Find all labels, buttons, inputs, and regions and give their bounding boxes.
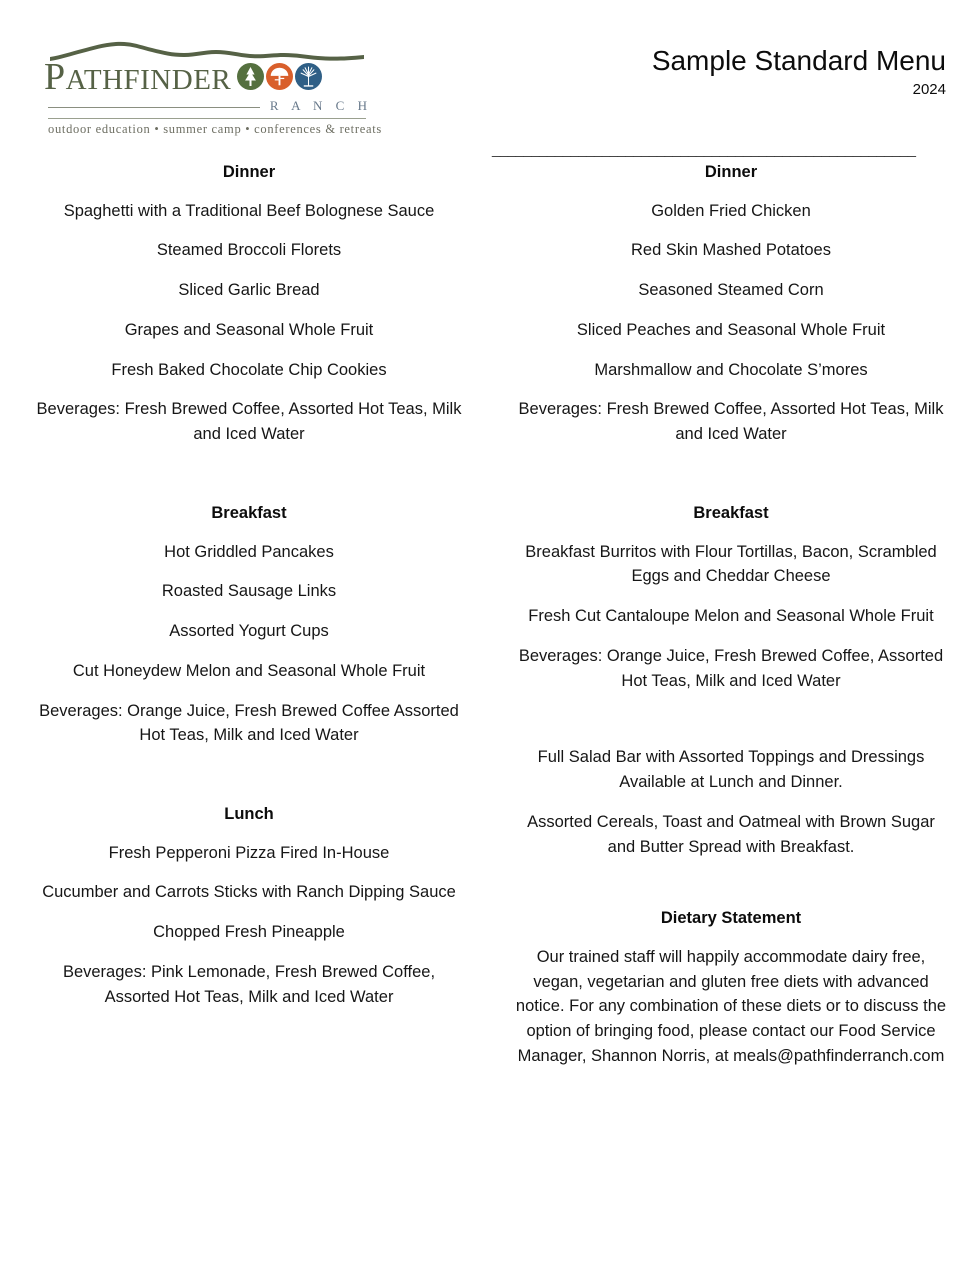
spacer <box>32 447 466 503</box>
section-heading-breakfast: Breakfast <box>693 503 769 522</box>
page-header <box>32 0 948 158</box>
dietary-statement-body: Our trained staff will happily accommodate dairy free, vegan, vegetarian and gluten free diets with advanced notice. For any combination of these diets or to discuss the option of bringing food, please contact our Food Service Manager, Shannon Norris, at meals@pathfinderranch.com <box>515 947 947 1065</box>
menu-item: Roasted Sausage Links <box>161 582 337 601</box>
menu-item: Cucumber and Carrots Sticks with Ranch Dipping Sauce <box>42 883 456 902</box>
menu-columns <box>32 162 948 1069</box>
logo-circle-icons <box>237 63 322 90</box>
menu-item: Cut Honeydew Melon and Seasonal Whole Fruit <box>72 661 426 680</box>
pine-tree-circle-icon <box>237 63 264 90</box>
spacer <box>514 874 948 908</box>
logo-wordmark-row <box>44 58 374 96</box>
dietary-statement-section <box>514 908 948 1068</box>
section-heading-breakfast: Breakfast <box>211 503 287 522</box>
menu-item: Fresh Pepperoni Pizza Fired In-House <box>108 843 390 862</box>
section-heading-lunch: Lunch <box>224 805 274 823</box>
logo-wordmark: PATHFINDER <box>44 56 232 98</box>
spacer <box>514 447 948 503</box>
logo-ranch-text: R A N C H <box>269 98 372 113</box>
section-heading-dinner: Dinner <box>222 163 276 181</box>
salad-bar-note: Full Salad Bar with Assorted Toppings and Dressings Available at Lunch and Dinner. <box>537 748 925 791</box>
pathfinder-ranch-logo <box>44 34 382 137</box>
spacer <box>514 693 948 745</box>
page-year: 2024 <box>912 80 946 98</box>
right-breakfast-section <box>514 503 948 693</box>
round-tree-circle-icon <box>266 63 293 90</box>
menu-item-beverages: Beverages: Orange Juice, Fresh Brewed Coffee, Assorted Hot Teas, Milk and Iced Water <box>518 646 944 690</box>
menu-item: Sliced Garlic Bread <box>178 281 320 300</box>
menu-item: Golden Fried Chicken <box>651 201 811 220</box>
menu-item: Red Skin Mashed Potatoes <box>631 241 831 260</box>
menu-item-beverages: Beverages: Orange Juice, Fresh Brewed Coffee Assorted Hot Teas, Milk and Iced Water <box>39 701 459 745</box>
page-title: Sample Standard Menu <box>651 45 946 76</box>
menu-item-beverages: Beverages: Fresh Brewed Coffee, Assorted Hot Teas, Milk and Iced Water <box>36 400 462 444</box>
menu-item: Hot Griddled Pancakes <box>164 542 334 561</box>
right-notes-section <box>514 745 948 859</box>
logo-tagline: outdoor education • summer camp • conferences & retreats <box>48 122 382 136</box>
left-column <box>32 162 472 1009</box>
header-divider: ______________________________________________________ <box>492 141 916 158</box>
menu-item: Seasoned Steamed Corn <box>638 281 824 300</box>
menu-item: Steamed Broccoli Florets <box>156 241 342 260</box>
menu-item: Grapes and Seasonal Whole Fruit <box>124 320 374 339</box>
logo-tagline-rule <box>48 118 366 119</box>
menu-item: Assorted Yogurt Cups <box>169 622 329 640</box>
logo-ranch-row <box>48 98 374 114</box>
left-dinner-section <box>32 162 466 447</box>
menu-item: Spaghetti with a Traditional Beef Bolognese Sauce <box>63 201 435 220</box>
section-heading-dietary-statement: Dietary Statement <box>660 909 802 928</box>
oak-tree-circle-icon <box>295 63 322 90</box>
menu-item: Marshmallow and Chocolate S’mores <box>594 360 868 379</box>
section-heading-dinner: Dinner <box>704 163 758 181</box>
menu-item: Breakfast Burritos with Flour Tortillas, Bacon, Scrambled Eggs and Cheddar Cheese <box>525 542 937 586</box>
right-column <box>508 162 948 1069</box>
menu-item: Sliced Peaches and Seasonal Whole Fruit <box>576 320 886 339</box>
cereals-note: Assorted Cereals, Toast and Oatmeal with Brown Sugar and Butter Spread with Breakfast. <box>527 812 935 856</box>
menu-item-beverages: Beverages: Pink Lemonade, Fresh Brewed Coffee, Assorted Hot Teas, Milk and Iced Water <box>62 962 436 1006</box>
left-lunch-section <box>32 804 466 1009</box>
menu-item: Chopped Fresh Pineapple <box>153 923 345 942</box>
right-dinner-section <box>514 162 948 447</box>
menu-item: Fresh Baked Chocolate Chip Cookies <box>111 360 387 379</box>
logo-divider-rule <box>48 107 260 108</box>
spacer <box>32 748 466 804</box>
menu-item-beverages: Beverages: Fresh Brewed Coffee, Assorted Hot Teas, Milk and Iced Water <box>518 400 944 444</box>
left-breakfast-section <box>32 503 466 748</box>
title-block <box>652 34 948 98</box>
menu-item: Fresh Cut Cantaloupe Melon and Seasonal Whole Fruit <box>528 607 934 625</box>
